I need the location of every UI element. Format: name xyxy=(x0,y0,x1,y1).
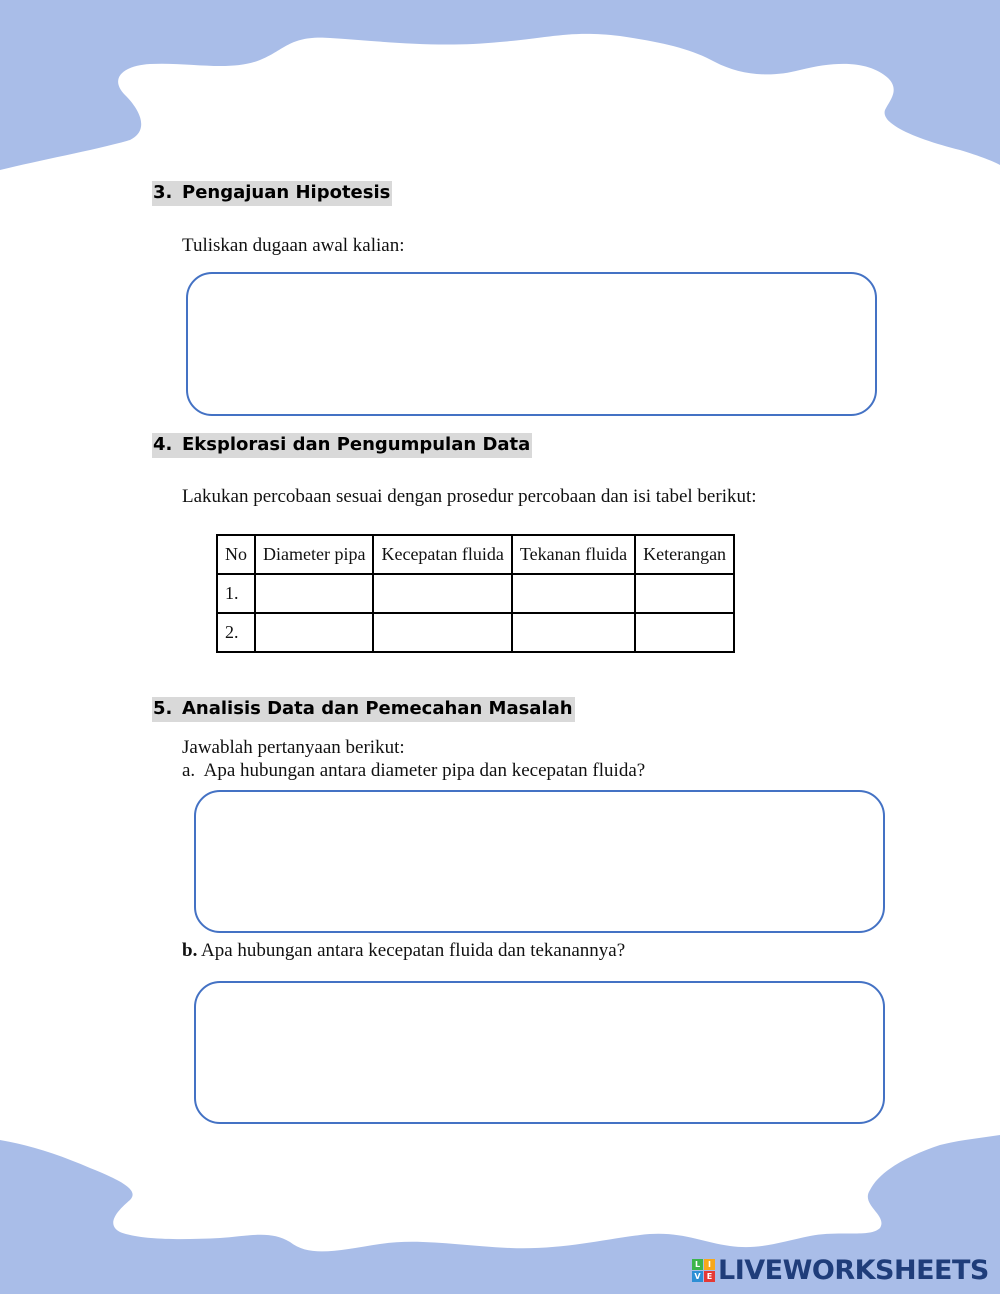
answer-a-box[interactable] xyxy=(194,790,885,933)
row-1-velocity-cell[interactable] xyxy=(373,574,511,613)
question-b-marker: b. xyxy=(182,940,198,961)
table-header-diameter: Diameter pipa xyxy=(255,535,373,574)
logo-letter-e: E xyxy=(704,1271,715,1282)
row-2-velocity-cell[interactable] xyxy=(373,613,511,652)
question-a-marker: a. xyxy=(182,760,196,781)
row-1-no: 1. xyxy=(217,574,255,613)
table-header-no: No xyxy=(217,535,255,574)
question-a-text: Apa hubungan antara diameter pipa dan kecepatan fluida? xyxy=(203,760,646,781)
table-header-row xyxy=(217,535,734,574)
question-a xyxy=(182,760,645,782)
row-1-notes-cell[interactable] xyxy=(635,574,734,613)
section-5-heading xyxy=(152,697,575,722)
data-table xyxy=(216,534,735,653)
table-row xyxy=(217,613,734,652)
table-row xyxy=(217,574,734,613)
section-4-heading xyxy=(152,433,532,458)
section-3-title: Pengajuan Hipotesis xyxy=(182,182,391,203)
logo-letter-v: V xyxy=(692,1271,703,1282)
table-header-velocity: Kecepatan fluida xyxy=(373,535,511,574)
row-1-pressure-cell[interactable] xyxy=(512,574,635,613)
question-b xyxy=(182,940,625,962)
row-1-diameter-cell[interactable] xyxy=(255,574,373,613)
table-header-notes: Keterangan xyxy=(635,535,734,574)
liveworksheets-logo xyxy=(692,1254,989,1286)
logo-letter-l: L xyxy=(692,1259,703,1270)
section-3-number: 3. xyxy=(153,182,173,203)
logo-letter-i: I xyxy=(704,1259,715,1270)
liveworksheets-logo-icon xyxy=(692,1259,715,1282)
question-b-text: Apa hubungan antara kecepatan fluida dan tekanannya? xyxy=(201,940,626,961)
answer-b-box[interactable] xyxy=(194,981,885,1124)
section-5-title: Analisis Data dan Pemecahan Masalah xyxy=(182,698,573,719)
section-4-title: Eksplorasi dan Pengumpulan Data xyxy=(182,434,531,455)
row-2-no: 2. xyxy=(217,613,255,652)
row-2-notes-cell[interactable] xyxy=(635,613,734,652)
section-4-number: 4. xyxy=(153,434,173,455)
liveworksheets-logo-text: LIVEWORKSHEETS xyxy=(718,1254,989,1286)
hypothesis-answer-box[interactable] xyxy=(186,272,877,416)
section-5-intro: Jawablah pertanyaan berikut: xyxy=(182,737,405,758)
section-5-number: 5. xyxy=(153,698,173,719)
section-3-heading xyxy=(152,181,392,206)
section-3-instruction: Tuliskan dugaan awal kalian: xyxy=(182,235,405,256)
section-4-instruction: Lakukan percobaan sesuai dengan prosedur percobaan dan isi tabel berikut: xyxy=(182,486,757,507)
table-header-pressure: Tekanan fluida xyxy=(512,535,635,574)
row-2-pressure-cell[interactable] xyxy=(512,613,635,652)
row-2-diameter-cell[interactable] xyxy=(255,613,373,652)
